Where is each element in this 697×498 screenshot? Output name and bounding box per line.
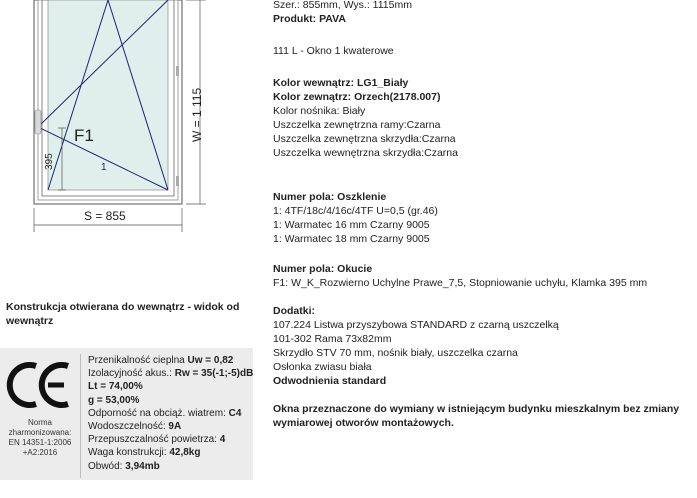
extras-title: Dodatki: xyxy=(273,305,315,317)
property-row: Przepuszczalność powietrza: 4 xyxy=(88,434,226,446)
color-item: Kolor zewnątrz: Orzech(2178.007) xyxy=(273,91,441,103)
window-glass xyxy=(48,0,168,190)
hinge-top xyxy=(176,66,179,76)
property-row: Wodoszczelność: 9A xyxy=(88,421,182,433)
norma-line: +A2:2016 xyxy=(22,448,58,457)
drainage-line: Odwodnienia standard xyxy=(273,375,387,387)
extras-item: 101-302 Rama 73x82mm xyxy=(273,333,392,345)
width-dimension-label: S = 855 xyxy=(84,209,126,223)
ce-properties-panel xyxy=(0,348,253,480)
window-handle xyxy=(35,110,41,134)
window-drawing xyxy=(0,0,220,240)
glazing-item: 1: 4TF/18c/4/16c/4TF U=0,5 (gr.46) xyxy=(273,205,438,217)
color-item: Uszczelka zewnętrzna ramy:Czarna xyxy=(273,119,441,131)
glazing-item: 1: Warmatec 18 mm Czarny 9005 xyxy=(273,233,430,245)
property-row: Odporność na obciąż. wiatrem: C4 xyxy=(88,407,242,419)
norma-line: EN 14351-1:2006 xyxy=(8,438,72,447)
property-list xyxy=(88,354,253,473)
fittings-title: Numer pola: Okucie xyxy=(273,263,373,275)
property-row: Przenikalność cieplna Uw = 0,82 xyxy=(88,355,234,366)
handle-height-label: 395 xyxy=(44,153,55,170)
color-item: Kolor nośnika: Biały xyxy=(273,105,366,117)
glazing-title: Numer pola: Oszklenie xyxy=(273,191,387,203)
color-item: Uszczelka wewnętrzna skrzydła:Czarna xyxy=(273,147,458,159)
color-item: Kolor wewnątrz: LG1_Biały xyxy=(273,77,409,89)
product-line: Produkt: PAVA xyxy=(273,13,346,25)
note-text: Okna przeznaczone do wymiany w istniejącym budynku mieszkalnym bez zmiany wymiarowej otworów montażowych. xyxy=(273,403,680,429)
property-row: g = 53,00% xyxy=(88,394,140,406)
fittings-text: F1: W_K_Rozwierno Uchylne Prawe_7,5, Stopniowanie uchyłu, Klamka 395 mm xyxy=(273,277,648,289)
color-list xyxy=(273,76,693,160)
norma-line: Norma xyxy=(27,418,52,427)
height-dimension-label: W = 1 115 xyxy=(190,87,204,142)
property-row: Obwód: 3,94mb xyxy=(88,460,160,472)
size-line: Szer.: 855mm, Wys.: 1115mm xyxy=(273,0,412,11)
glazing-item: 1: Warmatec 16 mm Czarny 9005 xyxy=(273,219,430,231)
extras-item: Osłonka zwiasu biała xyxy=(273,361,372,373)
hinge-bottom xyxy=(176,176,179,186)
property-row: Izolacyjność akus.: Rw = 35(-1;-5)dB xyxy=(88,368,254,380)
extras-item: 107.224 Listwa przyszybowa STANDARD z czarną uszczelką xyxy=(273,319,559,331)
sash-label: F1 xyxy=(74,126,94,145)
norma-line: zharmonizowana: xyxy=(8,428,72,437)
type-line: 111 L - Okno 1 kwaterowe xyxy=(273,45,394,57)
divider xyxy=(80,354,81,478)
construction-caption: Konstrukcja otwierana do wewnątrz - widok od wewnątrz xyxy=(6,301,240,327)
pane-number: 1 xyxy=(101,162,107,173)
ce-mark-icon xyxy=(6,360,72,410)
property-row: Waga konstrukcji: 42,8kg xyxy=(88,447,201,459)
extras-item: Skrzydło STV 70 mm, nośnik biały, uszczelka czarna xyxy=(273,347,518,359)
color-item: Uszczelka zewnętrzna skrzydła:Czarna xyxy=(273,133,456,145)
spec-panel xyxy=(273,0,693,430)
property-row: Lt = 74,00% xyxy=(88,381,143,393)
norma-text xyxy=(0,418,80,458)
